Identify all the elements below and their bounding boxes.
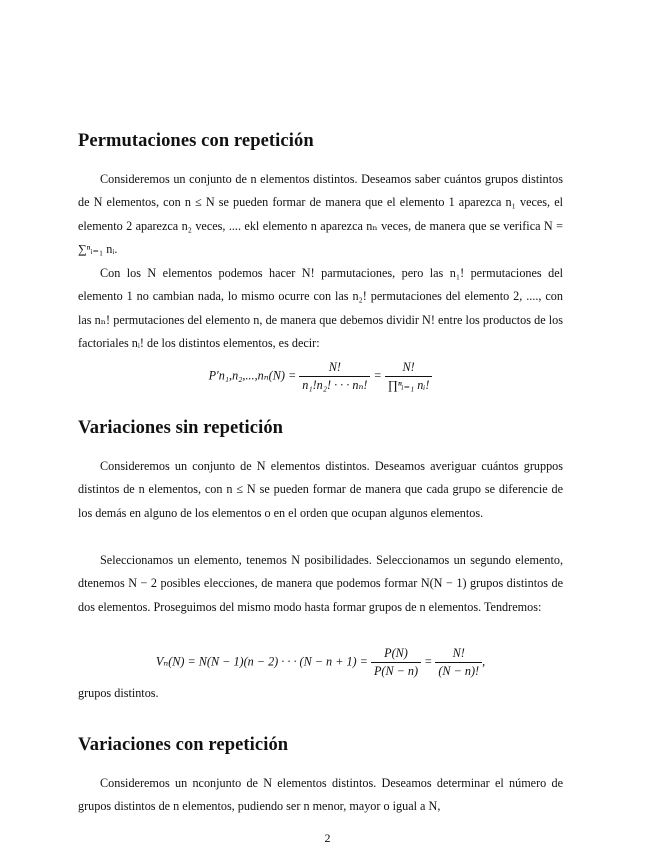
fraction [435, 646, 482, 679]
equals-sign: = [424, 654, 433, 669]
fraction-denominator: n₁!n₂! · · · nₙ! [302, 378, 368, 392]
paragraph-text: Consideremos un conjunto de n elementos distintos. Deseamos saber cuántos grupos distintos de N elementos, con n ≤ N se pueden formar de manera que el elemento 1 aparezca n₁ veces, el elemento 2 aparezca n₂ veces, .... ekl elemento n aparezca nₙ veces, de manera que se verifica N = ∑ⁿᵢ₌₁ nᵢ. [78, 172, 563, 257]
equation-lhs: Vₙ(N) = N(N − 1)(n − 2) · · · (N − n + 1) = [155, 654, 368, 669]
paragraph [78, 262, 563, 356]
page-number: 2 [324, 831, 331, 845]
fraction-denominator: (N − n)! [438, 664, 480, 678]
paragraph [78, 549, 563, 619]
fraction-numerator: N! [435, 646, 482, 663]
paragraph [78, 168, 563, 262]
paragraph [78, 772, 563, 819]
fraction [299, 360, 370, 393]
fraction-numerator: N! [385, 360, 433, 377]
fraction-denominator: P(N − n) [373, 664, 419, 678]
section-title-variaciones-sin: Variaciones sin repetición [78, 418, 284, 438]
fraction [371, 646, 421, 679]
fraction-numerator: N! [299, 360, 370, 377]
equals-sign: = [373, 368, 382, 383]
paragraph-text: Con los N elementos podemos hacer N! parmutaciones, pero las n₁! permutaciones del elemento 1 no cambian nada, lo mismo ocurre con las n₂! permutaciones del elemento 2, ...., con las nₙ! permutaciones del elemento n, de manera que debemos dividir N! entre los productos de los factoriales nᵢ! de los distintos elementos, es decir: [78, 266, 563, 351]
paragraph-text: Consideremos un nconjunto de N elementos distintos. Deseamos determinar el número de grupos distintos de n elementos, pudiendo ser n menor, mayor o igual a N, [78, 776, 563, 814]
section-title-variaciones-con: Variaciones con repetición [78, 735, 289, 755]
equation-lhs: P′n₁,n₂,...,nₙ(N) = [208, 368, 297, 383]
paragraph-text: Consideremos un conjunto de N elementos distintos. Deseamos averiguar cuántos gruppos distintos de n elementos, con n ≤ N se pueden formar de manera que cada grupo se diferencie de los demás en alguno de los elementos o en el orden que ocupan algunos elementos. [78, 459, 563, 520]
equation-trailing-comma: , [482, 654, 486, 669]
fraction-numerator: P(N) [371, 646, 421, 663]
fraction [385, 360, 433, 393]
paragraph [78, 455, 563, 525]
fraction-denominator: ∏ⁿᵢ₌₁ nᵢ! [387, 378, 430, 392]
paragraph-after-equation: grupos distintos. [78, 686, 159, 700]
equation-permutaciones [78, 360, 563, 393]
equation-variaciones [78, 646, 563, 679]
section-title-permutaciones: Permutaciones con repetición [78, 131, 314, 151]
paragraph-text: Seleccionamos un elemento, tenemos N posibilidades. Seleccionamos un segundo elemento, dtenemos N − 2 posibles elecciones, de manera que podemos formar N(N − 1) grupos distintos de dos elementos. Proseguimos del mismo modo hasta formar grupos de n elementos. Tendremos: [78, 553, 563, 614]
